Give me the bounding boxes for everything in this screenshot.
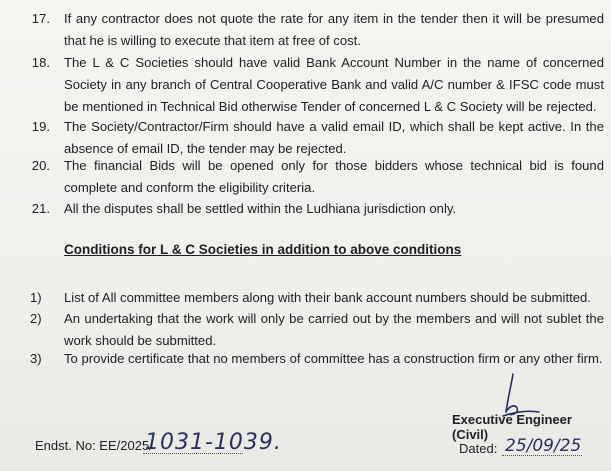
clause-number: 20. — [31, 158, 50, 173]
clause-number: 21. — [31, 201, 50, 216]
dated-label: Dated: — [459, 441, 498, 456]
clause-text: The L & C Societies should have valid Bank Account Number in the name of concerned Society in any branch of Central Cooperative Bank and valid A/C number & IFSC code must be mentioned in Technical Bid otherwise Tender of concerned L & C Society will be rejected. — [64, 55, 604, 114]
clause-text: The Society/Contractor/Firm should have a valid email ID, which shall be kept active. In the absence of email ID, the tender may be rejected. — [64, 119, 604, 156]
condition-text: An undertaking that the work will only be carried out by the members and will not sublet the work should be submitted. — [64, 311, 604, 348]
dated-handwritten: 25/09/25 — [505, 436, 582, 456]
condition-number: 2) — [30, 311, 42, 326]
clause-number: 18. — [31, 55, 50, 70]
condition-text: To provide certificate that no members of committee has a construction firm or any other firm. — [64, 351, 603, 366]
clause-number: 19. — [31, 119, 50, 134]
endst-handwritten-number: 1031-1039. — [145, 430, 282, 455]
condition-text: List of All committee members along with their bank account numbers should be submitted. — [64, 290, 591, 305]
clause-text: The financial Bids will be opened only for those bidders whose technical bid is found complete and conform the eligibility criteria. — [64, 158, 604, 195]
condition-number: 3) — [30, 351, 42, 366]
clause-text: All the disputes shall be settled within the Ludhiana jurisdiction only. — [64, 201, 457, 216]
endst-label: Endst. No: EE/2025/ — [35, 438, 153, 453]
conditions-heading: Conditions for L & C Societies in addition to above conditions — [64, 242, 462, 257]
condition-number: 1) — [30, 290, 42, 305]
clause-number: 17. — [31, 11, 50, 26]
executive-engineer-designation: Executive Engineer (Civil) — [452, 412, 572, 442]
clause-text: If any contractor does not quote the rate for any item in the tender then it will be presumed that he is willing to execute that item at free of cost. — [64, 11, 604, 48]
